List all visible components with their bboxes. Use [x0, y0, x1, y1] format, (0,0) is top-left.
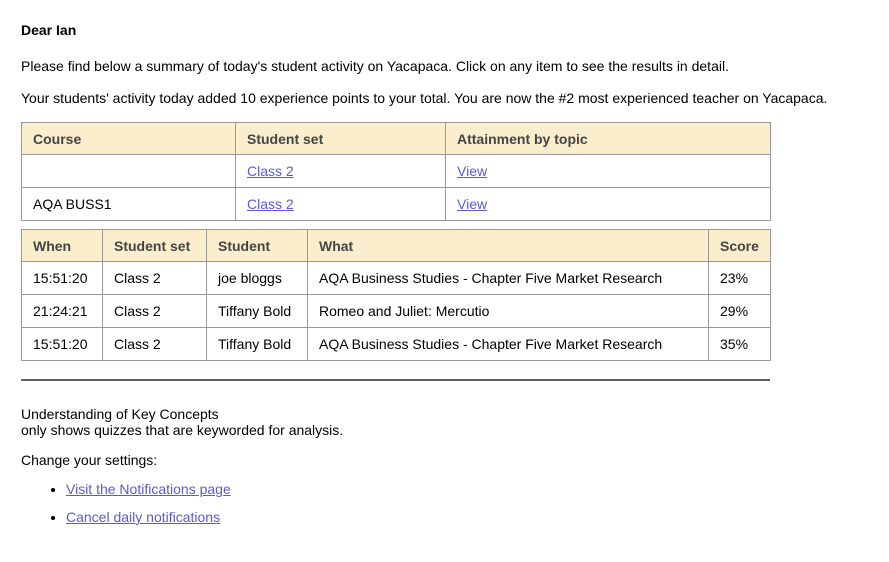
class-link[interactable]: Class 2: [247, 196, 294, 212]
attainment-cell: [446, 188, 771, 221]
cancel-notifications-link[interactable]: Cancel daily notifications: [66, 509, 221, 525]
when-cell: 15:51:20: [22, 262, 103, 295]
table-row: [22, 155, 771, 188]
attainment-cell: [446, 155, 771, 188]
column-header-score: Score: [709, 230, 771, 262]
student-set-cell: Class 2: [103, 262, 207, 295]
column-header-student: Student: [207, 230, 308, 262]
footer-note-line2: only shows quizzes that are keyworded for analysis.: [21, 422, 344, 438]
attainment-header-row: [22, 123, 771, 155]
intro-text: Please find below a summary of today's student activity on Yacapaca. Click on any item to see the results in detail.: [21, 58, 729, 74]
score-cell: 35%: [709, 328, 771, 361]
attainment-table: [21, 122, 771, 221]
footer-note-line1: Understanding of Key Concepts: [21, 406, 219, 422]
course-cell: AQA BUSS1: [22, 188, 236, 221]
student-cell: Tiffany Bold: [207, 295, 308, 328]
divider: [21, 379, 770, 381]
notifications-page-link[interactable]: Visit the Notifications page: [66, 481, 231, 497]
what-cell: AQA Business Studies - Chapter Five Market Research: [308, 262, 709, 295]
score-cell: 29%: [709, 295, 771, 328]
when-cell: 15:51:20: [22, 328, 103, 361]
column-header-when: When: [22, 230, 103, 262]
column-header-student-set: Student set: [103, 230, 207, 262]
what-cell: Romeo and Juliet: Mercutio: [308, 295, 709, 328]
activity-header-row: [22, 230, 771, 262]
settings-label: Change your settings:: [21, 452, 158, 468]
table-row: [22, 328, 771, 361]
student-set-cell: [236, 188, 446, 221]
column-header-what: What: [308, 230, 709, 262]
what-cell: AQA Business Studies - Chapter Five Market Research: [308, 328, 709, 361]
settings-links: [21, 481, 868, 525]
student-set-cell: Class 2: [103, 328, 207, 361]
column-header-student-set: Student set: [236, 123, 446, 155]
table-row: [22, 295, 771, 328]
student-set-cell: [236, 155, 446, 188]
activity-table: [21, 229, 771, 361]
student-cell: Tiffany Bold: [207, 328, 308, 361]
student-set-cell: Class 2: [103, 295, 207, 328]
table-row: [22, 262, 771, 295]
footer-note: [21, 406, 868, 438]
column-header-course: Course: [22, 123, 236, 155]
view-link[interactable]: View: [457, 163, 488, 179]
student-cell: joe bloggs: [207, 262, 308, 295]
table-row: [22, 188, 771, 221]
class-link[interactable]: Class 2: [247, 163, 294, 179]
course-cell: [22, 155, 236, 188]
column-header-attainment: Attainment by topic: [446, 123, 771, 155]
view-link[interactable]: View: [457, 196, 488, 212]
when-cell: 21:24:21: [22, 295, 103, 328]
list-item: [66, 509, 868, 525]
score-cell: 23%: [709, 262, 771, 295]
list-item: [66, 481, 868, 497]
greeting: Dear Ian: [21, 22, 77, 38]
experience-text: Your students' activity today added 10 experience points to your total. You are now the #2 most experienced teacher on Yacapaca.: [21, 90, 828, 106]
